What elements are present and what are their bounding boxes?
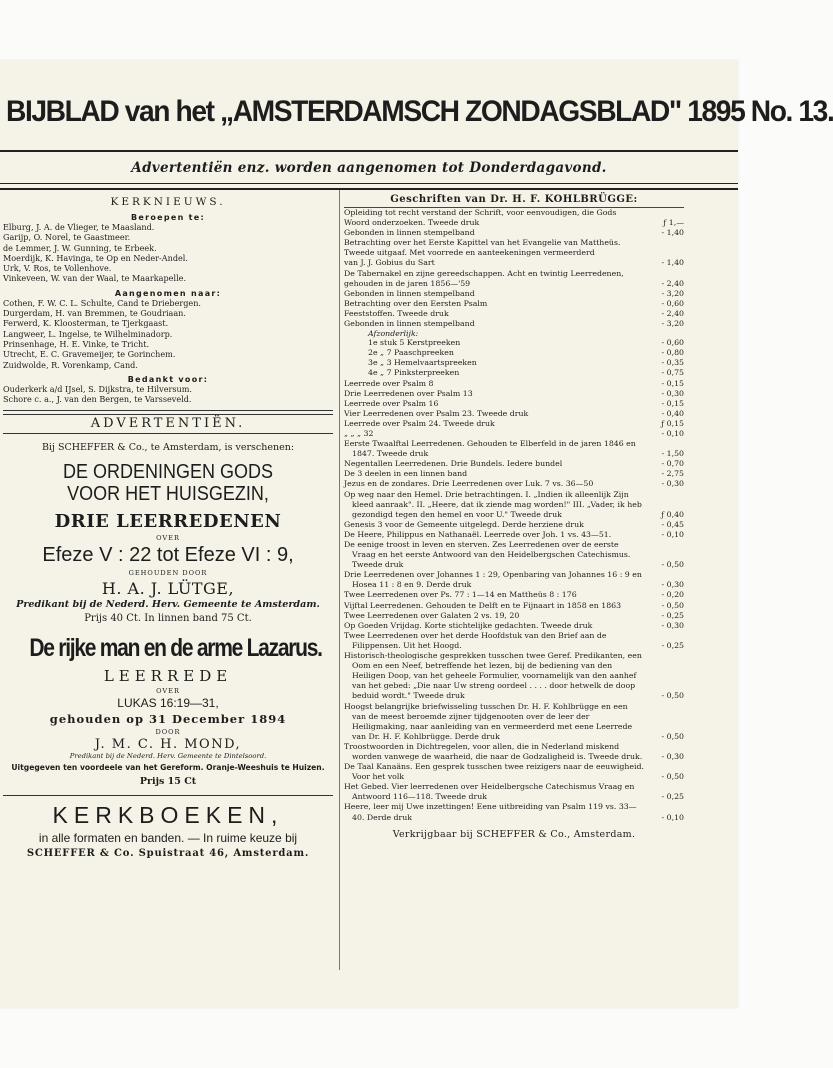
book-list-2	[344, 379, 684, 823]
book-entry-text: Vijftal Leerredenen. Gehouden te Delft en te Fijnaart in 1858 en 1863	[344, 600, 622, 610]
book-entry	[344, 218, 684, 228]
book-entry-text: Opleiding tot recht verstand der Schrift, voor eenvoudigen, die Gods	[344, 208, 617, 217]
book-entry	[344, 570, 684, 590]
church-notice: Cothen, F. W. C. L. Schulte, Cand te Driebergen.	[3, 297, 202, 308]
book-entry-price: - 0,25	[661, 640, 684, 650]
gehouden-date: gehouden op 31 December 1894	[49, 712, 287, 727]
book-entry-text: Eerste Twaalftal Leerredenen. Gehouden te Elberfeld in de jaren 1846 en 1847. Tweede druk	[344, 439, 636, 459]
book-entry-text: Betrachting over den Eersten Psalm	[344, 298, 488, 308]
book-entry-price: - 0,50	[661, 691, 684, 701]
author-name: H. A. J. LÜTGE,	[101, 579, 235, 599]
kerknieuws-title: KERKNIEUWS.	[110, 196, 226, 208]
church-notice: Garijp, O. Norel, te Gaastmeer.	[3, 232, 131, 243]
book-entry	[344, 309, 684, 319]
book-entry-price: - 0,10	[661, 529, 684, 539]
book-entry-price: - 0,30	[661, 620, 684, 630]
book-entry-price: - 2,75	[661, 469, 684, 479]
book-entry-text: Op weg naar den Hemel. Drie betrachtingen. I. „Indien ik alleenlijk Zijn kleed aanraak". II. „Heere, dat ik ziende mag worden!" III. „Vader, ik heb gezondigd tegen den hemel en voor U." Tweede druk	[344, 489, 642, 519]
book-entry-text: Drie Leerredenen over Psalm 13	[344, 388, 473, 398]
left-column	[3, 194, 333, 859]
book-entry	[344, 269, 684, 279]
book-entry-price: ƒ 1,—	[663, 218, 684, 228]
book-entry	[344, 490, 684, 520]
book-title-line-2: VOOR HET HUISGEZIN,	[67, 483, 269, 506]
book-entry	[344, 802, 684, 822]
author-name-2: J. M. C. H. MOND,	[94, 737, 242, 753]
top-rule	[0, 150, 738, 152]
book-entry-text: Twee Leerredenen over het derde Hoofdstuk van den Brief aan de Filippensen. Uit het Hoogd.	[344, 630, 607, 650]
book-title-rijke-man: De rijke man en de arme Lazarus.	[29, 634, 322, 663]
church-notice: Schore c. a., J. van den Bergen, te Varsseveld.	[3, 394, 192, 405]
book-entry-price: - 0,60	[661, 338, 684, 348]
gehouden-door-label: GEHOUDEN DOOR	[128, 569, 208, 578]
book-entry-price: - 2,40	[661, 308, 684, 318]
book-entry	[344, 258, 684, 268]
book-entry-price: - 0,25	[661, 610, 684, 620]
book-entry	[344, 611, 684, 621]
book-entry-price: - 0,50	[661, 772, 684, 782]
book-entry	[344, 439, 684, 459]
book-entry	[344, 368, 684, 378]
book-entry-price: - 0,40	[661, 408, 684, 418]
book-entry-text: „ „ „ 32	[344, 428, 374, 438]
right-column	[344, 194, 684, 840]
kerkboeken-line: in alle formaten en banden. — In ruime keuze bij	[38, 831, 298, 846]
book-entry-price: - 0,35	[661, 358, 684, 368]
church-notice: Langweer, L. Ingelse, te Wilhelminadorp.	[3, 328, 173, 339]
book-entry-text: Vier Leerredenen over Psalm 23. Tweede druk	[344, 408, 529, 418]
book-entry-price: - 1,40	[661, 258, 684, 268]
book-entry-text: De eenige troost in leven en sterven. Zes Leerredenen over de eerste Vraag en het eerste Antwoord van den Heidelbergschen Catechismus. Tweede druk	[344, 540, 631, 570]
book-entry-text: Hoogst belangrijke briefwisseling tusschen Dr. H. F. Kohlbrügge en een van de meest beroemde zijner tijdgenooten over de leer der Heiligmaking, naar aanleiding van en vermeerderd met eene Leerrede van Dr. H. F. Kohlbrügge. Derde druk	[344, 701, 633, 741]
church-notice: de Lemmer, J. W. Gunning, te Erbeek.	[3, 242, 157, 253]
publication-note: Uitgegeven ten voordeele van het Gereform. Oranje-Weeshuis te Huizen.	[11, 763, 325, 773]
door-label: DOOR	[155, 728, 181, 737]
kerkboeken-title: KERKBOEKEN,	[52, 802, 284, 829]
book-entry-text: Jezus en de zondares. Drie Leerredenen over Luk. 7 vs. 36—50	[344, 479, 594, 489]
kohlbrugge-heading: Geschriften van Dr. H. F. KOHLBRÜGGE:	[344, 194, 684, 208]
book-entry-text: Troostwoorden in Dichtregelen, voor allen, die in Nederland miskend worden vanwege de waarheid, die naar de Godzaligheid is. Tweede druk.	[344, 741, 643, 761]
book-entry-price: - 0,50	[661, 731, 684, 741]
book-entry-text: Heere, leer mij Uwe inzettingen! Eene uitbreiding van Psalm 119 vs. 33—40. Derde druk	[344, 802, 637, 822]
book-entry-price: ƒ 0,15	[661, 418, 684, 428]
book-entry-text: Twee Leerredenen over Ps. 77 : 1—14 en Mattheüs 8 : 176	[344, 590, 577, 600]
book-entry-price: - 0,20	[661, 590, 684, 600]
church-notice: Ferwerd, K. Kloosterman, te Tjerkgaast.	[3, 318, 169, 329]
book-entry-text: Gebonden in linnen stempelband	[344, 228, 475, 238]
book-entry-price: - 0,25	[661, 792, 684, 802]
book-entry-text: Negentallen Leerredenen. Drie Bundels. Iedere bundel	[344, 459, 563, 469]
book-entry-price: - 2,40	[661, 278, 684, 288]
price-line-2: Prijs 15 Ct	[139, 776, 197, 788]
book-list	[344, 208, 684, 329]
book-title-line-1: DE ORDENINGEN GODS	[62, 461, 274, 484]
church-notice: Vinkeveen, W. van der Waal, te Maarkapelle.	[3, 273, 187, 284]
book-entry	[344, 208, 684, 218]
beroepen-heading: Beroepen te:	[130, 213, 206, 222]
scripture-reference: Efeze V : 22 tot Efeze VI : 9,	[42, 544, 294, 567]
book-entry	[344, 651, 684, 701]
book-entry	[344, 540, 684, 570]
church-notice: Utrecht, E. C. Gravemeijer, te Gorinchem.	[3, 349, 176, 360]
book-entry-price: - 3,20	[661, 319, 684, 329]
advertenties-title: ADVERTENTIËN.	[3, 414, 333, 434]
church-notice: Elburg, J. A. de Vlieger, te Maasland.	[3, 222, 155, 232]
over-label-2: OVER	[156, 687, 180, 696]
book-entry-price: - 0,50	[661, 600, 684, 610]
author-role-2: Predikant bij de Nederd. Herv. Gemeente te Dintelsoord.	[69, 752, 267, 761]
section-rule	[3, 410, 333, 411]
subtitle: Advertentiën enz. worden aangenomen tot Donderdagavond.	[131, 160, 607, 176]
book-entry-price: - 0,30	[661, 388, 684, 398]
book-entry-text: 4e „ 7 Pinksterpreeken	[368, 368, 460, 378]
book-entry-price: - 0,30	[661, 479, 684, 489]
book-entry-text: De Tabernakel en zijne gereedschappen. Acht en twintig Leerredenen,	[344, 268, 624, 278]
rule-thick	[0, 188, 738, 190]
book-entry	[344, 762, 684, 782]
book-entry	[344, 631, 684, 651]
book-entry-price: - 0,10	[661, 812, 684, 822]
over-label: OVER	[156, 534, 180, 543]
book-entry-price: - 0,75	[661, 368, 684, 378]
book-entry-text: De Heere, Philippus en Nathanaël. Leerrede over Joh. 1 vs. 43—51.	[344, 529, 612, 539]
scheffer-address: SCHEFFER & Co. Spuistraat 46, Amsterdam.	[26, 848, 310, 860]
leerrede-label: LEERREDE	[103, 667, 233, 686]
book-entry	[344, 338, 684, 348]
book-entry-price: - 0,30	[661, 580, 684, 590]
book-entry	[344, 299, 684, 309]
section-rule-2	[3, 795, 333, 796]
book-entry-price: - 1,40	[661, 228, 684, 238]
book-entry	[344, 279, 684, 289]
book-entry-price: - 0,80	[661, 348, 684, 358]
church-notice: Durgerdam, H. van Bremmen, te Goudriaan.	[3, 308, 186, 319]
book-entry-price: - 0,60	[661, 298, 684, 308]
book-entry	[344, 459, 684, 469]
book-entry-text: Het Gebed. Vier leerredenen over Heidelbergsche Catechismus Vraag en Antwoord 116—118. Tweede druk	[344, 782, 635, 802]
book-entry	[344, 289, 684, 299]
book-entry-text: Drie Leerredenen over Johannes 1 : 29, Openbaring van Johannes 16 : 9 en Hosea 11 : 8 en 9. Derde druk	[344, 570, 642, 590]
book-entry-price: - 0,30	[661, 751, 684, 761]
verkrijgbaar-line: Verkrijgbaar bij SCHEFFER & Co., Amsterdam.	[392, 828, 636, 840]
book-entry	[344, 601, 684, 611]
book-entry	[344, 228, 684, 238]
book-entry	[344, 520, 684, 530]
book-entry	[344, 348, 684, 358]
book-entry	[344, 530, 684, 540]
book-entry	[344, 409, 684, 419]
book-entry-text: Leerrede over Psalm 8	[344, 378, 434, 388]
book-entry	[344, 379, 684, 389]
book-entry	[344, 238, 684, 248]
book-entry-text: Leerrede over Psalm 24. Tweede druk	[344, 418, 495, 428]
book-entry-price: - 3,20	[661, 288, 684, 298]
afzonderlijk-label: Afzonderlijk:	[368, 329, 419, 339]
aangenomen-heading: Aangenomen naar:	[114, 288, 222, 298]
book-entry-price: - 0,15	[661, 398, 684, 408]
book-entry-text: Historisch-theologische gesprekken tusschen twee Geref. Predikanten, een Oom en een Neef, betreffende het lezen, bij de bediening van den Heiligen Doop, van het geheele Formulier, voornamelijk van den aanhef van het gebed: „Die naar Uw streng oordeel . . . . door hetwelk de doop beduid wordt." Tweede druk	[344, 651, 642, 701]
scripture-reference-2: LUKAS 16:19—31,	[117, 696, 219, 711]
rule-thin	[0, 183, 738, 184]
church-notice: Prinsenhage, H. E. Vinke, te Tricht.	[3, 338, 150, 349]
book-entry-text: Feeststoffen. Tweede druk	[344, 308, 449, 318]
church-notice: Urk, V. Ros, te Vollenhove.	[3, 263, 112, 274]
book-entry-text: van J. J. Gobius du Sart	[344, 258, 435, 268]
bedankt-heading: Bedankt voor:	[127, 374, 209, 384]
book-entry	[344, 389, 684, 399]
book-entry-text: 3e „ 3 Hemelvaartspreeken	[368, 358, 477, 368]
book-entry	[344, 419, 684, 429]
book-entry	[344, 702, 684, 742]
book-entry	[344, 319, 684, 329]
book-entry-text: 2e „ 7 Paaschpreeken	[368, 348, 454, 358]
book-entry	[344, 479, 684, 489]
book-entry-text: gehouden in de jaren 1856—'59	[344, 278, 471, 288]
book-entry	[344, 429, 684, 439]
book-entry	[344, 469, 684, 479]
church-notice: Zuidwolde, R. Vorenkamp, Cand.	[3, 359, 138, 370]
book-entry-price: - 0,10	[661, 428, 684, 438]
price-line: Prijs 40 Ct. In linnen band 75 Ct.	[84, 613, 252, 625]
book-entry	[344, 358, 684, 368]
book-entry-text: Genesis 3 voor de Gemeente uitgelegd. Derde herziene druk	[344, 519, 584, 529]
book-entry-text: De 3 deelen in een linnen band	[344, 469, 468, 479]
book-entry-text: Gebonden in linnen stempelband	[344, 288, 475, 298]
book-entry-price: ƒ 0,40	[661, 509, 684, 519]
book-entry	[344, 782, 684, 802]
book-entry	[344, 248, 684, 258]
book-entry-text: Betrachting over het Eerste Kapittel van het Evangelie van Mattheüs.	[344, 238, 621, 248]
author-role: Predikant bij de Nederd. Herv. Gemeente te Amsterdam.	[16, 599, 320, 611]
book-entry-text: Tweede uitgaaf. Met voorrede en aanteekeningen vermeerderd	[344, 248, 595, 258]
book-entry-text: Twee Leerredenen over Galaten 2 vs. 19, 20	[344, 610, 520, 620]
book-entry-text: Leerrede over Psalm 16	[344, 398, 439, 408]
book-entry-text: Gebonden in linnen stempelband	[344, 319, 475, 329]
book-entry-price: - 0,70	[661, 459, 684, 469]
church-notice: Ouderkerk a/d IJsel, S. Dijkstra, te Hilversum.	[3, 383, 192, 394]
book-subtitle: DRIE LEERREDENEN	[54, 511, 282, 533]
publisher-line: Bij SCHEFFER & Co., te Amsterdam, is verschenen:	[41, 442, 295, 454]
book-entry	[344, 742, 684, 762]
book-entry-text: Op Goeden Vrijdag. Korte stichtelijke gedachten. Tweede druk	[344, 620, 593, 630]
book-entry-price: - 1,50	[661, 449, 684, 459]
book-entry-text: Woord onderzoeken. Tweede druk	[344, 218, 480, 228]
church-notice: Moerdijk, K. Havinga, te Op en Neder-Andel.	[3, 252, 188, 263]
book-entry	[344, 590, 684, 600]
masthead-title: BIJBLAD van het „AMSTERDAMSCH ZONDAGSBLAD" 1895 No. 13.	[6, 95, 833, 128]
book-entry-price: - 0,45	[661, 519, 684, 529]
book-entry-text: De Taal Kanaäns. Een gesprek tusschen twee reizigers naar de eeuwigheid. Voor het volk	[344, 762, 644, 782]
book-entry	[344, 399, 684, 409]
book-entry-price: - 0,50	[661, 560, 684, 570]
column-divider	[339, 190, 340, 970]
book-sublist	[344, 338, 684, 378]
book-entry	[344, 621, 684, 631]
book-entry-text: 1e stuk 5 Kerstpreeken	[368, 338, 461, 348]
book-entry-price: - 0,15	[661, 378, 684, 388]
